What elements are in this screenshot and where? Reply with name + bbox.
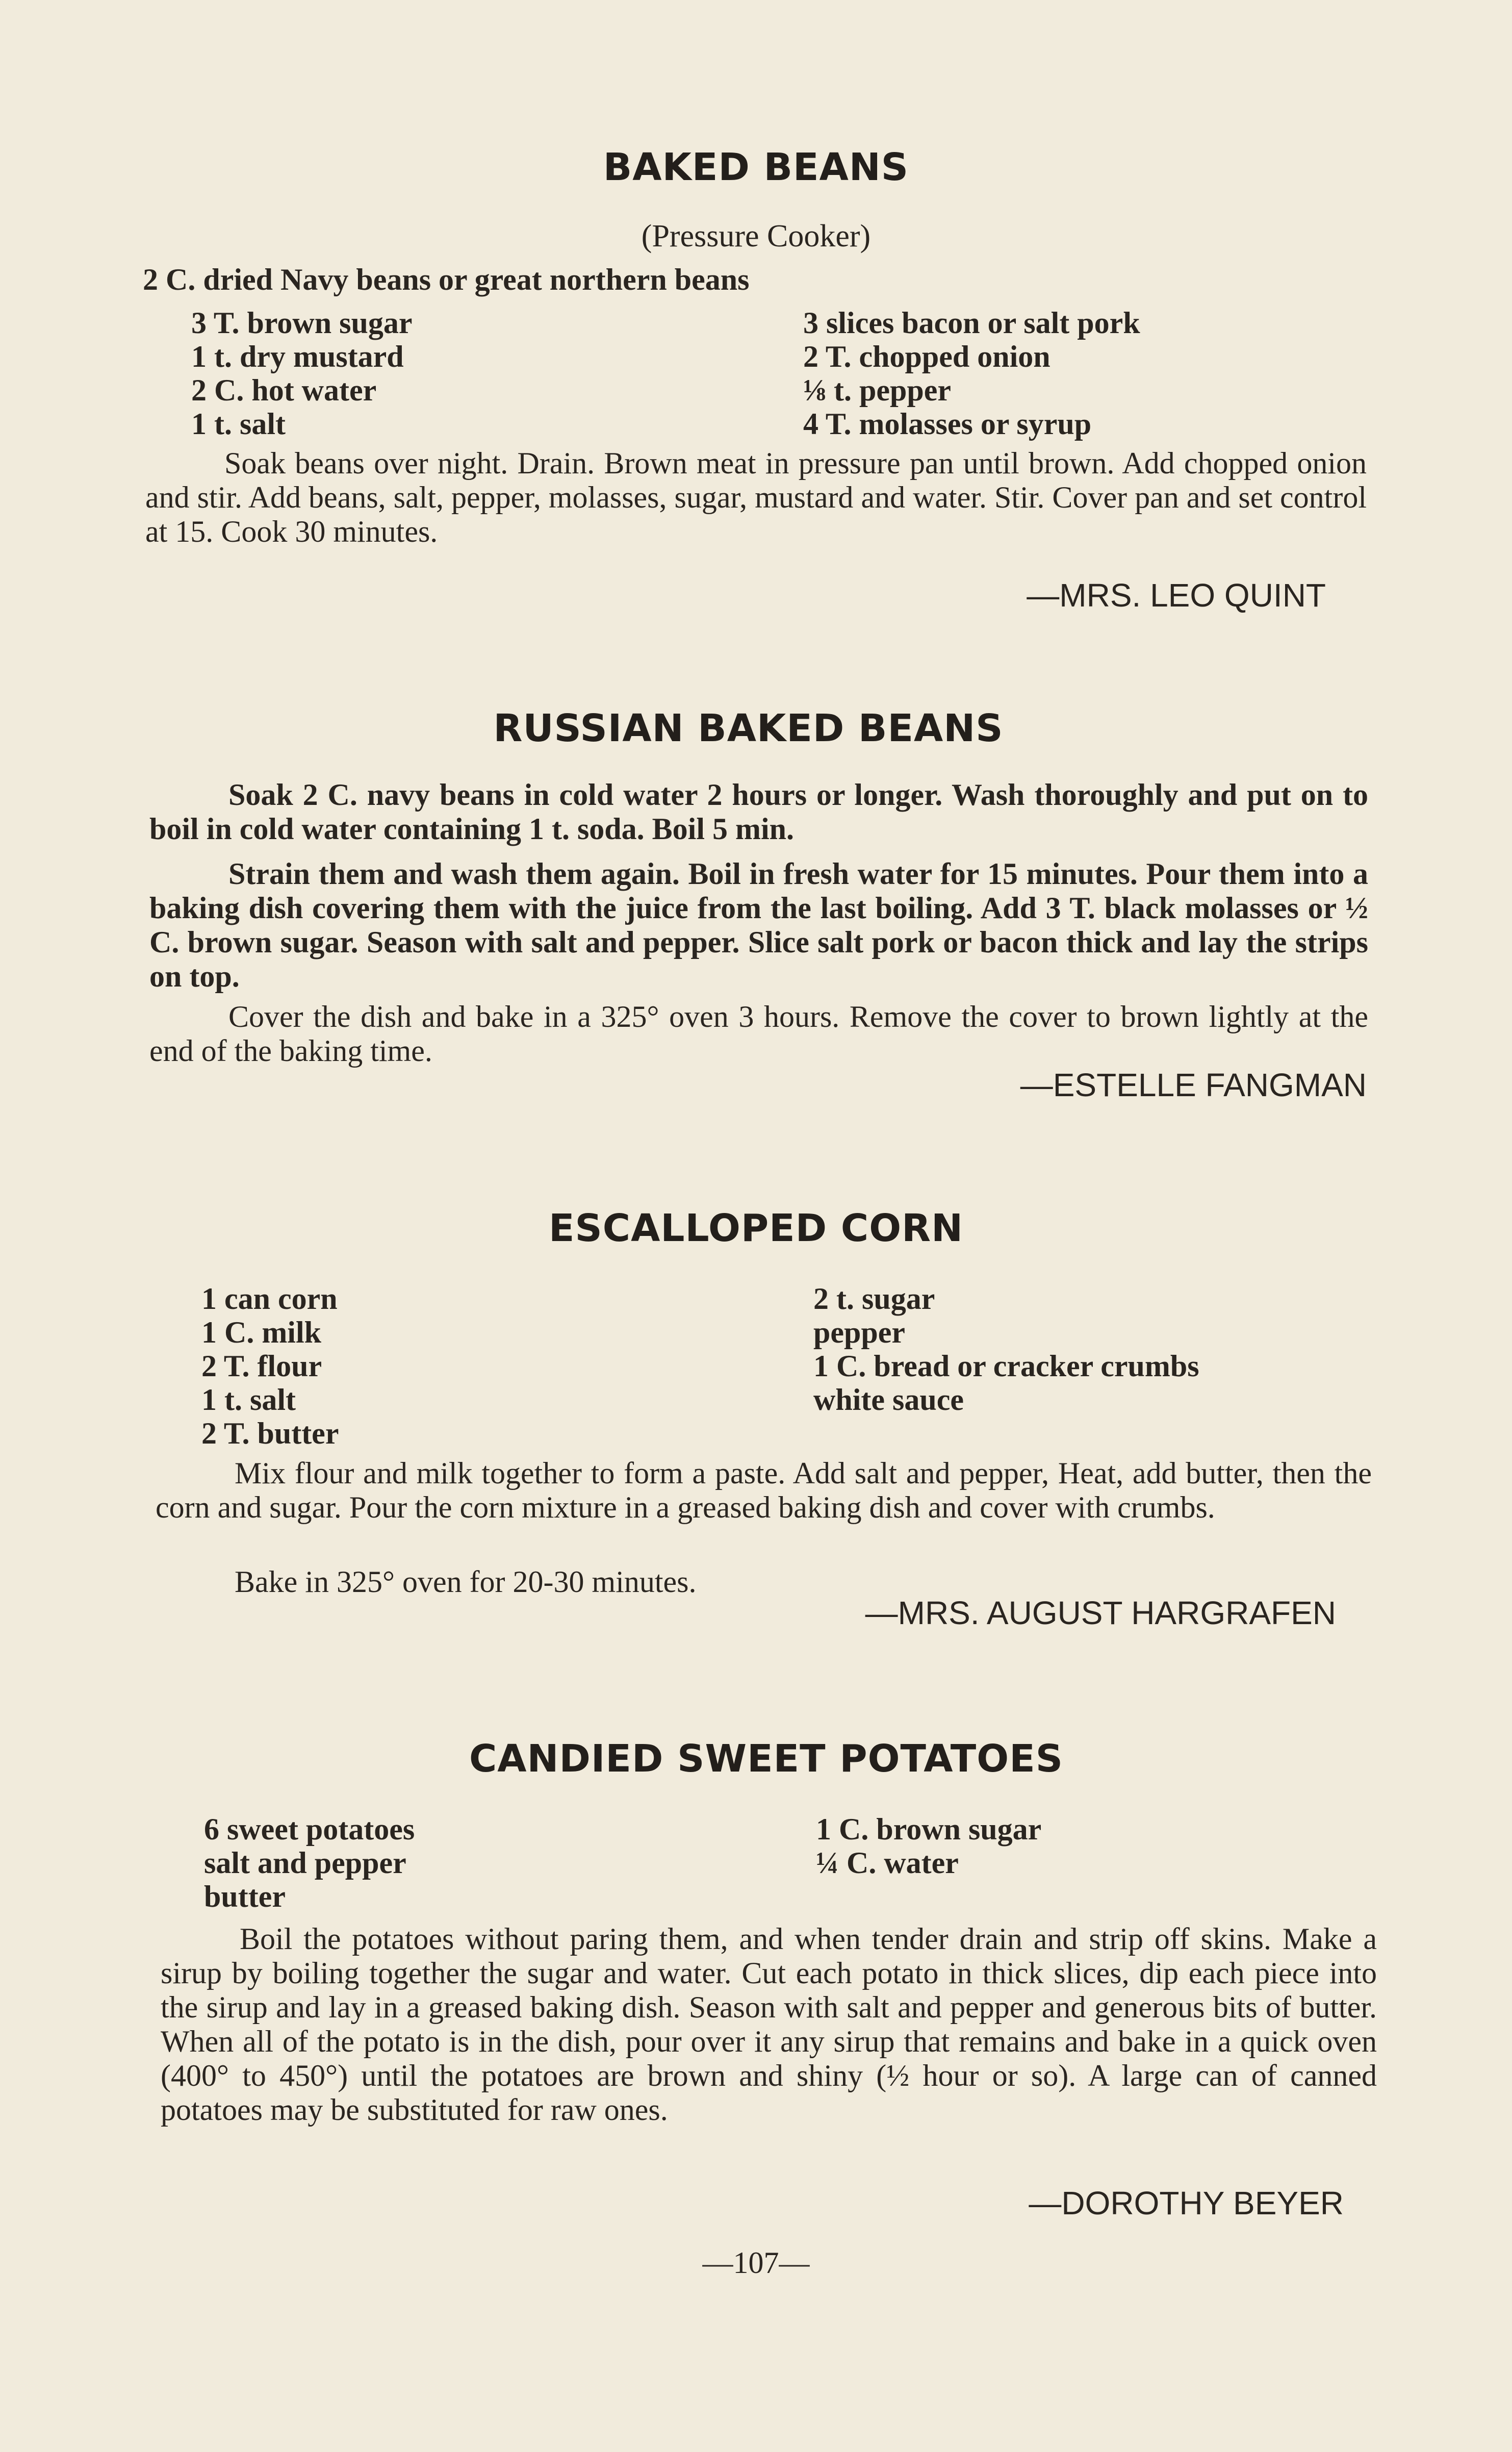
ingredient: 1 t. salt	[191, 407, 286, 441]
recipe-signature: —MRS. LEO QUINT	[1027, 577, 1326, 614]
ingredient: 2 T. flour	[201, 1349, 322, 1383]
recipe-title: RUSSIAN BAKED BEANS	[493, 706, 1004, 750]
ingredient: 1 C. brown sugar	[816, 1812, 1042, 1846]
ingredient: 6 sweet potatoes	[204, 1812, 415, 1846]
ingredient: 4 T. molasses or syrup	[803, 407, 1092, 441]
ingredient-column-left	[204, 1812, 415, 1913]
ingredient: white sauce	[813, 1383, 964, 1417]
recipe-subtitle: (Pressure Cooker)	[641, 219, 871, 254]
directions: Bake in 325° oven for 20-30 minutes.	[235, 1565, 697, 1599]
directions: Soak beans over night. Drain. Brown meat in pressure pan until brown. Add chopped onion and stir. Add beans, salt, pepper, molasses, sugar, mustard and water. Stir. Cover pan and set control at 15. Cook 30 minutes.	[145, 446, 1367, 548]
ingredient: 2 C. hot water	[191, 373, 377, 407]
recipe-title: BAKED BEANS	[603, 145, 909, 189]
recipe-signature: —DOROTHY BEYER	[1029, 2185, 1344, 2221]
ingredient: 3 T. brown sugar	[191, 306, 413, 340]
ingredient-column-right	[816, 1812, 1041, 1880]
directions: Soak 2 C. navy beans in cold water 2 hours or longer. Wash thoroughly and put on to boil in cold water containing 1 t. soda. Boil 5 min.	[149, 778, 1368, 846]
ingredient: 1 C. milk	[201, 1316, 322, 1349]
directions: Boil the potatoes without paring them, and when tender drain and strip off skins. Make a sirup by boiling together the sugar and water. Cut each potato in thick slices, dip each piece into the sirup and lay in a greased baking dish. Season with salt and pepper and generous bits of butter. When all of the potato is in the dish, pour over it any sirup that remains and bake in a quick oven (400° to 450°) until the potatoes are brown and shiny (½ hour or so). A large can of canned potatoes may be substituted for raw ones.	[161, 1922, 1377, 2127]
page-number: —107—	[702, 2246, 810, 2280]
ingredient-column-left	[191, 306, 412, 441]
ingredient: 2 T. chopped onion	[803, 340, 1050, 373]
ingredient: 1 t. salt	[201, 1383, 296, 1417]
ingredient: 1 t. dry mustard	[191, 340, 404, 373]
ingredient: 1 can corn	[201, 1282, 338, 1316]
recipe-signature: —ESTELLE FANGMAN	[1020, 1067, 1367, 1103]
ingredient-lead: 2 C. dried Navy beans or great northern beans	[143, 263, 750, 296]
ingredient: 2 T. butter	[201, 1417, 339, 1450]
ingredient: 1 C. bread or cracker crumbs	[813, 1349, 1199, 1383]
directions: Mix flour and milk together to form a paste. Add salt and pepper, Heat, add butter, then the corn and sugar. Pour the corn mixture in a greased baking dish and cover with crumbs.	[156, 1456, 1372, 1524]
ingredient: butter	[204, 1880, 286, 1913]
ingredient-column-right	[813, 1282, 1199, 1417]
ingredient: pepper	[813, 1316, 905, 1349]
recipe-signature: —MRS. AUGUST HARGRAFEN	[865, 1595, 1336, 1631]
ingredient: salt and pepper	[204, 1846, 406, 1880]
ingredient: 3 slices bacon or salt pork	[803, 306, 1140, 340]
ingredient-column-right	[803, 306, 1140, 441]
ingredient: ¼ C. water	[816, 1846, 959, 1880]
ingredient: ⅛ t. pepper	[803, 373, 951, 407]
directions: Strain them and wash them again. Boil in fresh water for 15 minutes. Pour them into a baking dish covering them with the juice from the last boiling. Add 3 T. black molasses or ½ C. brown sugar. Season with salt and pepper. Slice salt pork or bacon thick and lay the strips on top.	[149, 857, 1368, 993]
ingredient: 2 t. sugar	[813, 1282, 935, 1316]
recipe-title: CANDIED SWEET POTATOES	[469, 1737, 1064, 1781]
directions: Cover the dish and bake in a 325° oven 3 hours. Remove the cover to brown lightly at the end of the baking time.	[149, 1000, 1368, 1068]
ingredient-column-left	[201, 1282, 339, 1450]
recipe-title: ESCALLOPED CORN	[548, 1206, 964, 1250]
